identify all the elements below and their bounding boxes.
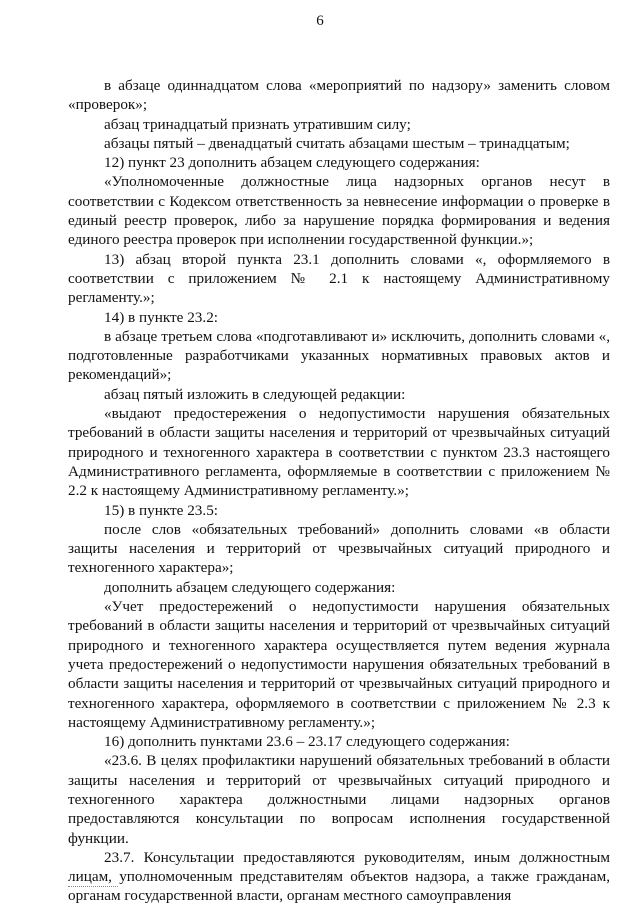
- paragraph: абзац тринадцатый признать утратившим силу;: [104, 115, 411, 133]
- paragraph: 12) пункт 23 дополнить абзацем следующего содержания:: [104, 154, 480, 172]
- footer-divider: [68, 886, 118, 888]
- paragraph: «Уполномоченные должностные лица надзорных органов несут в соответствии с Кодексом ответственность за невнесение информации о проверке в единый реестр проверок, либо за нарушение порядка формирования и ведения единого реестра проверок при исполнении государственной функции.»;: [68, 173, 610, 249]
- paragraph: абзац пятый изложить в следующей редакции:: [104, 385, 406, 403]
- paragraph: 14) в пункте 23.2:: [104, 308, 219, 326]
- paragraph: 23.7. Консультации предоставляются руководителям, иным должностным лицам, уполномоченным представителям объектов надзора, а также гражданам, органам государственной власти, органам местного самоуправления: [68, 848, 610, 905]
- paragraph: абзацы пятый – двенадцатый считать абзацами шестым – тринадцатым;: [104, 134, 570, 152]
- paragraph: «Учет предостережений о недопустимости нарушения обязательных требований в области защиты населения и территорий от чрезвычайных ситуаций природного и техногенного характера осуществляется путем ведения журнала учета предостережений о недопустимости нарушения обязательных требований в области защиты населения и территорий от чрезвычайных ситуаций природного и техногенного характера, оформляемого в соответствии с приложением № 2.3 к настоящему Административному регламенту.»;: [68, 598, 610, 731]
- paragraph: 13) абзац второй пункта 23.1 дополнить словами «, оформляемого в соответствии с приложением № 2.1 к настоящему Административному регламенту.»;: [68, 250, 610, 307]
- document-body: [68, 76, 610, 906]
- paragraph: «23.6. В целях профилактики нарушений обязательных требований в области защиты населения и территорий от чрезвычайных ситуаций природного и техногенного характера должностными лицами надзорных органов предоставляются консультации по вопросам исполнения государственной функции.: [68, 752, 610, 847]
- paragraph: дополнить абзацем следующего содержания:: [104, 578, 396, 596]
- paragraph: после слов «обязательных требований» дополнить словами «в области защиты населения и территорий от чрезвычайных ситуаций природного и техногенного характера»;: [68, 520, 610, 577]
- paragraph: 16) дополнить пунктами 23.6 – 23.17 следующего содержания:: [104, 733, 510, 751]
- paragraph: 15) в пункте 23.5:: [104, 501, 219, 519]
- paragraph: в абзаце третьем слова «подготавливают и» исключить, дополнить словами «, подготовленные разработчиками указанных нормативных правовых актов и рекомендаций»;: [68, 327, 610, 384]
- paragraph: «выдают предостережения о недопустимости нарушения обязательных требований в области защиты населения и территорий от чрезвычайных ситуаций природного и техногенного характера в соответствии с пунктом 23.3 настоящего Административного регламента, оформляемые в соответствии с приложением № 2.2 к настоящему Административному регламенту.»;: [68, 405, 610, 500]
- paragraph: в абзаце одиннадцатом слова «мероприятий по надзору» заменить словом «проверок»;: [68, 77, 610, 114]
- page-number: 6: [316, 13, 324, 29]
